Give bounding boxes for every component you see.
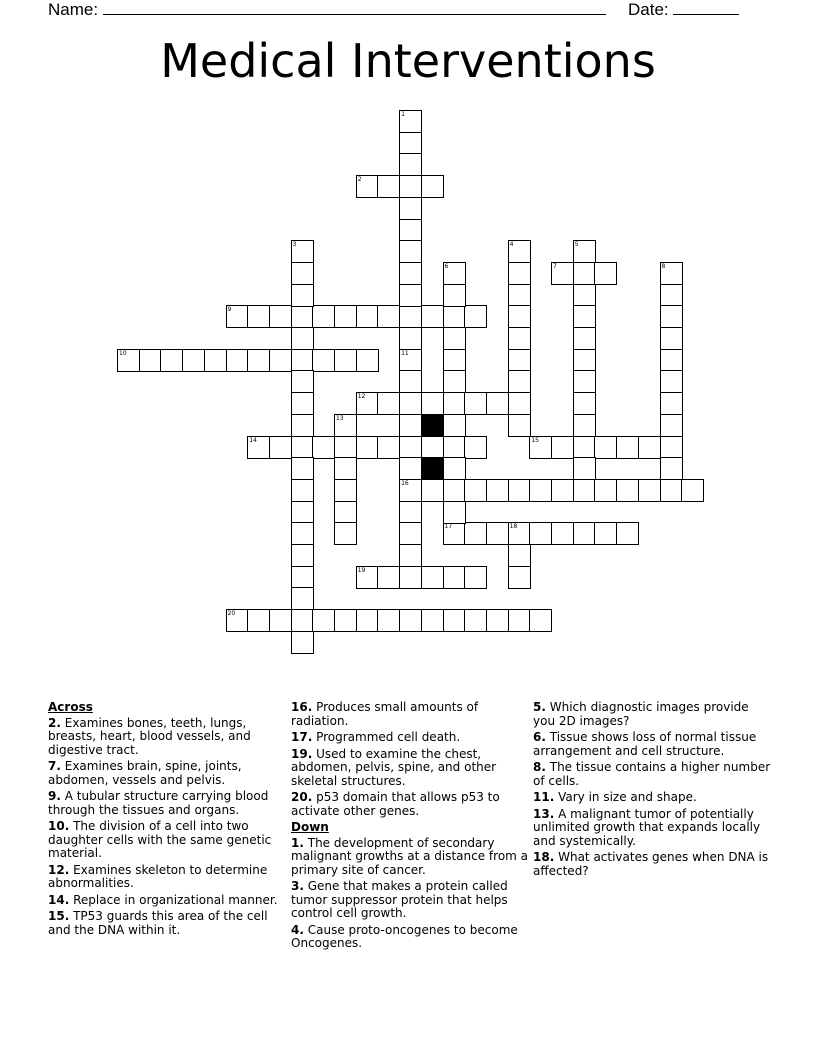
crossword-cell[interactable] [464,522,487,545]
crossword-cell[interactable] [660,349,683,372]
crossword-cell[interactable] [573,370,596,393]
crossword-cell[interactable] [182,349,205,372]
crossword-cell[interactable] [508,522,531,545]
name-label: Name: [48,0,99,19]
crossword-cell[interactable] [486,479,509,502]
crossword-cell[interactable] [291,566,314,589]
crossword-cell[interactable] [443,522,466,545]
crossword-cell[interactable] [291,501,314,524]
crossword-cell[interactable] [312,305,335,328]
crossword-cell[interactable] [269,436,292,459]
crossword-cell[interactable] [421,305,444,328]
crossword-cell[interactable] [443,284,466,307]
crossword-cell[interactable] [443,349,466,372]
crossword-cell[interactable] [594,522,617,545]
crossword-cell[interactable] [291,370,314,393]
crossword-cell[interactable] [399,566,422,589]
crossword-cell[interactable] [573,240,596,263]
crossword-cell[interactable] [399,153,422,176]
crossword-cell[interactable] [399,110,422,133]
crossword-cell[interactable] [529,479,552,502]
crossword-cell[interactable] [508,479,531,502]
crossword-cell[interactable] [660,305,683,328]
crossword-cell[interactable] [464,609,487,632]
crossword-cell[interactable] [139,349,162,372]
crossword-cell[interactable] [508,305,531,328]
crossword-cell[interactable] [660,479,683,502]
clue-number: 4 [509,241,514,249]
crossword-cell[interactable] [334,436,357,459]
clue-across-12: 12. Examines skeleton to determine abnormalities. [48,862,268,890]
crossword-cell[interactable] [399,240,422,263]
crossword-cell[interactable] [443,327,466,350]
crossword-cell[interactable] [247,436,270,459]
crossword-cell[interactable] [660,370,683,393]
crossword-cell[interactable] [312,436,335,459]
crossword-cell[interactable] [508,544,531,567]
clue-number: 3 [292,241,297,249]
crossword-cell[interactable] [399,457,422,480]
clue-across-10: 10. The division of a cell into two daughter cells with the same genetic material. [48,819,272,860]
crossword-cell[interactable] [334,305,357,328]
crossword-cell[interactable] [508,327,531,350]
clue-number: 14 [249,436,257,444]
crossword-cell[interactable] [291,479,314,502]
crossword-cell[interactable] [291,284,314,307]
clue-number: 11 [401,349,409,357]
clue-across-2: 2. Examines bones, teeth, lungs, breasts, heart, blood vessels, and digestive tract. [48,715,251,757]
crossword-cell[interactable] [247,609,270,632]
crossword-cell[interactable] [377,305,400,328]
crossword-cell[interactable] [399,436,422,459]
crossword-cell[interactable] [291,457,314,480]
crossword-cell[interactable] [291,327,314,350]
crossword-cell[interactable] [573,262,596,285]
crossword-cell[interactable] [421,436,444,459]
crossword-cell[interactable] [551,522,574,545]
clue-number: 2 [357,176,362,184]
crossword-cell[interactable] [399,501,422,524]
crossword-cell[interactable] [421,175,444,198]
crossword-cell[interactable] [291,349,314,372]
crossword-cell[interactable] [660,414,683,437]
crossword-cell[interactable] [291,262,314,285]
crossword-cell[interactable] [399,305,422,328]
crossword-cell[interactable] [334,609,357,632]
crossword-cell[interactable] [443,305,466,328]
crossword-cell[interactable] [226,609,249,632]
crossword-cell[interactable] [660,457,683,480]
crossword-cell[interactable] [616,479,639,502]
crossword-cell[interactable] [334,414,357,437]
crossword-cell[interactable] [160,349,183,372]
crossword-cell[interactable] [486,392,509,415]
clue-across-17: 17. Programmed cell death. [291,730,461,744]
clue-down-8: 8. The tissue contains a higher number of cells. [533,760,771,788]
crossword-cell[interactable] [269,349,292,372]
crossword-cell[interactable] [573,305,596,328]
crossword-cell[interactable] [399,414,422,437]
crossword-cell[interactable] [551,479,574,502]
crossword-cell[interactable] [291,522,314,545]
clue-across-20: 20. p53 domain that allows p53 to activate other genes. [291,790,500,818]
crossword-cell[interactable] [443,501,466,524]
clue-across-16: 16. Produces small amounts of radiation. [291,700,479,728]
crossword-cell[interactable] [486,609,509,632]
crossword-cell[interactable] [594,262,617,285]
crossword-cell[interactable] [464,566,487,589]
crossword-cell[interactable] [464,305,487,328]
crossword-cell[interactable] [421,479,444,502]
crossword-cell[interactable] [660,436,683,459]
crossword-cell[interactable] [377,609,400,632]
crossword-cell[interactable] [573,436,596,459]
clue-number: 19 [357,566,366,574]
clue-across-9: 9. A tubular structure carrying blood through the tissues and organs. [48,789,269,817]
crossword-cell[interactable] [356,305,379,328]
clue-down-1: 1. The development of secondary malignant growths at a distance from a primary site of cancer. [291,835,529,877]
crossword-cell[interactable] [291,544,314,567]
across-heading: Across [48,700,93,714]
crossword-cell[interactable] [204,349,227,372]
crossword-cell[interactable] [334,501,357,524]
crossword-cell[interactable] [660,284,683,307]
crossword-cell[interactable] [421,392,444,415]
crossword-cell[interactable] [508,284,531,307]
crossword-cell[interactable] [551,262,574,285]
crossword-cell[interactable] [399,219,422,242]
crossword-cell[interactable] [399,392,422,415]
clue-down-18: 18. What activates genes when DNA is affected? [533,850,769,878]
clue-number: 13 [336,414,344,422]
crossword-cell[interactable] [247,349,270,372]
crossword-cell[interactable] [508,566,531,589]
crossword-cell[interactable] [443,609,466,632]
crossword-cell[interactable] [443,262,466,285]
crossword-cell[interactable] [508,609,531,632]
crossword-cell[interactable] [399,479,422,502]
crossword-cell[interactable] [443,566,466,589]
crossword-cell[interactable] [334,479,357,502]
clue-down-6: 6. Tissue shows loss of normal tissue arrangement and cell structure. [533,730,757,758]
crossword-cell[interactable] [377,392,400,415]
crossword-cell[interactable] [291,587,314,610]
crossword-cell[interactable] [443,370,466,393]
clues-column-1 [48,701,286,940]
clue-down-3: 3. Gene that makes a protein called tumor suppressor protein that helps control cell growth. [291,879,508,920]
crossword-cell[interactable] [399,132,422,155]
clue-number: 10 [119,349,127,357]
clue-down-5: 5. Which diagnostic images provide you 2D images? [533,700,749,728]
crossword-block [421,457,444,480]
crossword-cell[interactable] [573,457,596,480]
crossword-cell[interactable] [486,522,509,545]
crossword-cell[interactable] [377,566,400,589]
crossword-cell[interactable] [529,436,552,459]
clue-number: 1 [401,111,405,118]
crossword-cell[interactable] [291,305,314,328]
crossword-cell[interactable] [573,392,596,415]
crossword-cell[interactable] [660,262,683,285]
crossword-cell[interactable] [573,349,596,372]
clue-number: 12 [357,393,366,401]
date-label: Date: [628,0,669,19]
crossword-cell[interactable] [399,284,422,307]
crossword-cell[interactable] [573,414,596,437]
crossword-cell[interactable] [638,436,661,459]
crossword-cell[interactable] [334,349,357,372]
crossword-cell[interactable] [443,414,466,437]
crossword-cell[interactable] [356,349,379,372]
crossword-cell[interactable] [291,240,314,263]
crossword-cell[interactable] [464,479,487,502]
crossword-cell[interactable] [334,522,357,545]
crossword-cell[interactable] [399,522,422,545]
clue-number: 16 [401,479,409,487]
clue-across-15: 15. TP53 guards this area of the cell and the DNA within it. [48,909,268,937]
clue-across-14: 14. Replace in organizational manner. [48,892,278,907]
crossword-cell[interactable] [529,609,552,632]
clue-across-19: 19. Used to examine the chest, abdomen, pelvis, spine, and other skeletal structures. [291,746,497,788]
crossword-cell[interactable] [464,436,487,459]
crossword-cell[interactable] [573,522,596,545]
crossword-cell[interactable] [421,566,444,589]
crossword-cell[interactable] [443,436,466,459]
crossword-cell[interactable] [616,436,639,459]
crossword-cell[interactable] [356,392,379,415]
crossword-cell[interactable] [443,479,466,502]
crossword-cell[interactable] [573,327,596,350]
crossword-cell[interactable] [291,609,314,632]
crossword-cell[interactable] [399,544,422,567]
crossword-cell[interactable] [573,284,596,307]
crossword-cell[interactable] [312,349,335,372]
crossword-cell[interactable] [443,457,466,480]
crossword-cell[interactable] [356,175,379,198]
crossword-cell[interactable] [399,262,422,285]
clues-column-2 [291,701,529,954]
crossword-cell[interactable] [399,175,422,198]
crossword-cell[interactable] [399,327,422,350]
clue-number: 9 [227,306,232,314]
crossword-cell[interactable] [443,392,466,415]
crossword-cell[interactable] [356,436,379,459]
crossword-cell[interactable] [594,436,617,459]
clue-across-7: 7. Examines brain, spine, joints, abdomen, vessels and pelvis. [48,759,242,787]
clue-number: 18 [509,523,518,531]
crossword-cell[interactable] [681,479,704,502]
clue-number: 7 [553,262,557,270]
crossword-cell[interactable] [508,392,531,415]
crossword-cell[interactable] [594,479,617,502]
crossword-cell[interactable] [269,305,292,328]
crossword-cell[interactable] [269,609,292,632]
clue-number: 20 [227,610,236,618]
crossword-cell[interactable] [508,414,531,437]
crossword-cell[interactable] [399,349,422,372]
crossword-cell[interactable] [660,392,683,415]
crossword-cell[interactable] [508,349,531,372]
crossword-cell[interactable] [247,305,270,328]
crossword-cell[interactable] [377,436,400,459]
clue-down-4: 4. Cause proto-oncogenes to become Oncogenes. [291,922,518,950]
crossword-cell[interactable] [291,414,314,437]
crossword-cell[interactable] [291,392,314,415]
crossword-cell[interactable] [377,175,400,198]
clue-down-13: 13. A malignant tumor of potentially unlimited growth that expands locally and systemically. [533,806,761,848]
crossword-cell[interactable] [551,436,574,459]
clue-down-11: 11. Vary in size and shape. [533,790,697,804]
crossword-cell[interactable] [399,370,422,393]
clue-number: 17 [444,523,453,531]
crossword-cell[interactable] [399,197,422,220]
crossword-cell[interactable] [334,457,357,480]
crossword-cell[interactable] [117,349,140,372]
crossword-cell[interactable] [508,262,531,285]
crossword-cell[interactable] [508,240,531,263]
clues-column-3 [533,701,771,881]
crossword-cell[interactable] [291,631,314,654]
crossword-cell[interactable] [660,327,683,350]
down-heading: Down [291,820,329,834]
crossword-cell[interactable] [421,609,444,632]
page-title: Medical Interventions [160,34,656,88]
crossword-cell[interactable] [356,609,379,632]
crossword-cell[interactable] [226,349,249,372]
crossword-cell[interactable] [464,392,487,415]
crossword-cell[interactable] [638,479,661,502]
crossword-cell[interactable] [291,436,314,459]
clue-number: 6 [444,262,449,270]
crossword-cell[interactable] [399,609,422,632]
clue-number: 8 [661,262,666,270]
crossword-cell[interactable] [616,522,639,545]
crossword-cell[interactable] [356,566,379,589]
crossword-cell[interactable] [312,609,335,632]
clue-number: 15 [531,436,539,444]
crossword-cell[interactable] [529,522,552,545]
crossword-block [421,414,444,437]
clue-number: 5 [574,241,579,249]
crossword-cell[interactable] [573,479,596,502]
crossword-cell[interactable] [226,305,249,328]
crossword-cell[interactable] [508,370,531,393]
